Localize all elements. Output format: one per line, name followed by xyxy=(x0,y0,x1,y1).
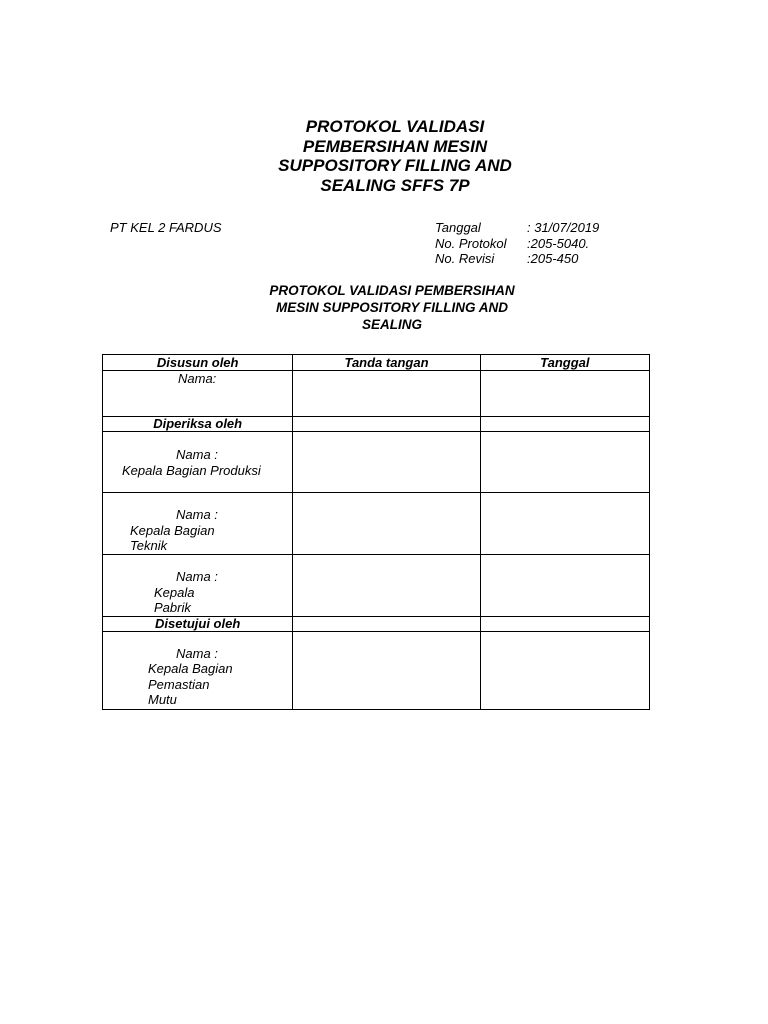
date-cell xyxy=(480,616,649,631)
title-line: PEMBERSIHAN MESIN xyxy=(302,136,488,156)
meta-revision-label: No. Revisi xyxy=(435,251,495,266)
signer-role: Pabrik xyxy=(154,600,191,615)
meta-protocol-row xyxy=(435,236,599,252)
table-row xyxy=(103,432,650,493)
date-cell xyxy=(480,371,649,417)
signer-name-label: Nama : xyxy=(176,447,218,462)
signer-role: Pemastian xyxy=(148,676,210,692)
signer-cell xyxy=(103,432,293,493)
checked-by-label: Diperiksa oleh xyxy=(103,417,293,432)
signature-cell xyxy=(293,616,480,631)
signer-role: Kepala Bagian xyxy=(130,522,215,538)
header-date: Tanggal xyxy=(480,355,649,371)
signer-role: Kepala Bagian xyxy=(148,661,233,676)
meta-protocol-label: No. Protokol xyxy=(435,235,507,251)
date-cell xyxy=(480,432,649,493)
table-row xyxy=(103,493,650,555)
signer-cell xyxy=(103,555,293,617)
title-line: SUPPOSITORY FILLING AND xyxy=(278,156,512,175)
title-line: SEALING SFFS 7P xyxy=(320,175,470,195)
table-header-row xyxy=(103,355,650,371)
signer-name-label: Nama : xyxy=(176,507,218,522)
header-signature: Tanda tangan xyxy=(293,355,480,371)
company-name: PT KEL 2 FARDUS xyxy=(110,220,222,235)
signer-role: Mutu xyxy=(148,692,177,707)
signer-role: Teknik xyxy=(130,538,168,553)
signature-cell xyxy=(293,631,480,709)
date-cell xyxy=(480,493,649,555)
signature-cell xyxy=(293,493,480,555)
meta-date-value: : 31/07/2019 xyxy=(527,220,600,235)
document-meta xyxy=(435,220,599,267)
subtitle-line: MESIN SUPPOSITORY FILLING AND xyxy=(275,300,509,315)
signer-cell xyxy=(103,493,293,555)
meta-protocol-value: :205-5040. xyxy=(527,235,590,251)
meta-date-row xyxy=(435,220,599,236)
section-subtitle xyxy=(0,282,768,333)
meta-revision-value: :205-450 xyxy=(527,251,579,266)
signer-name-label: Nama : xyxy=(176,645,218,661)
meta-revision-row xyxy=(435,251,599,267)
signature-cell xyxy=(293,417,480,432)
signer-cell xyxy=(103,631,293,709)
meta-date-label: Tanggal xyxy=(435,220,481,235)
date-cell xyxy=(480,417,649,432)
subtitle-line: PROTOKOL VALIDASI PEMBERSIHAN xyxy=(269,283,515,298)
composed-name-label: Nama: xyxy=(178,371,217,386)
signature-cell xyxy=(293,371,480,417)
section-approved-row xyxy=(103,616,650,631)
document-title xyxy=(0,117,768,195)
signer-name-label: Nama : xyxy=(176,569,218,584)
date-cell xyxy=(480,631,649,709)
signature-cell xyxy=(293,432,480,493)
table-row xyxy=(103,371,650,417)
signature-cell xyxy=(293,555,480,617)
composed-name-cell xyxy=(103,371,293,417)
approved-by-label: Disetujui oleh xyxy=(103,616,293,631)
signer-role: Kepala xyxy=(154,584,195,600)
table-row xyxy=(103,631,650,709)
table-row xyxy=(103,555,650,617)
section-checked-row xyxy=(103,417,650,432)
signature-table xyxy=(102,354,650,710)
signer-role: Kepala Bagian Produksi xyxy=(122,462,261,478)
header-composed-by: Disusun oleh xyxy=(103,355,293,371)
date-cell xyxy=(480,555,649,617)
title-line: PROTOKOL VALIDASI xyxy=(305,117,485,136)
subtitle-line: SEALING xyxy=(361,317,422,332)
